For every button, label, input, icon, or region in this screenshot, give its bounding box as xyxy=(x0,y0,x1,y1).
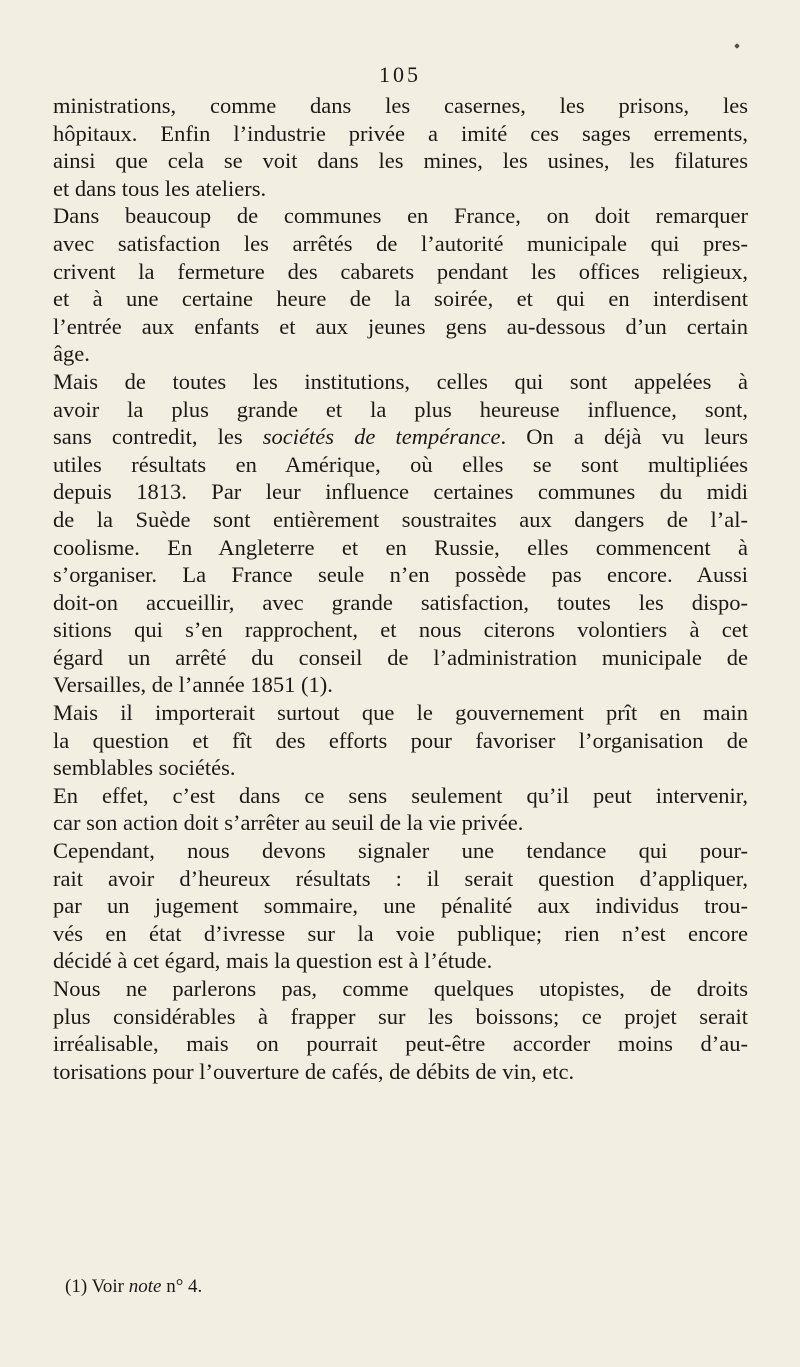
text-line: s’organiser. La France seule n’en possède pas encore. Aussi xyxy=(53,562,748,588)
footnote-italic: note xyxy=(128,1276,162,1297)
text-line: plus considérables à frapper sur les boissons; ce projet serait xyxy=(53,1003,748,1029)
text-line: la question et fît des efforts pour favoriser l’organisation de xyxy=(53,727,748,753)
text-line: Mais il importerait surtout que le gouvernement prît en main xyxy=(53,700,748,726)
text-line: l’entrée aux enfants et aux jeunes gens au-dessous d’un certain xyxy=(53,313,748,339)
text-line: sans contredit, les sociétés de tempérance. On a déjà vu leurs xyxy=(53,424,748,450)
text-line: semblables sociétés. xyxy=(53,755,236,781)
text-line: hôpitaux. Enfin l’industrie privée a imité ces sages errements, xyxy=(53,120,748,146)
italic-phrase: sociétés de tempérance xyxy=(262,424,501,450)
text-line: vés en état d’ivresse sur la voie publique; rien n’est encore xyxy=(53,920,748,946)
text-line: Dans beaucoup de communes en France, on doit remarquer xyxy=(53,203,748,229)
text-line: et à une certaine heure de la soirée, et qui en interdisent xyxy=(53,286,748,312)
text-line: car son action doit s’arrêter au seuil de la vie privée. xyxy=(53,810,524,836)
text-line: torisations pour l’ouverture de cafés, de débits de vin, etc. xyxy=(53,1058,575,1084)
text-line: Mais de toutes les institutions, celles qui sont appelées à xyxy=(53,368,748,394)
text-line: ainsi que cela se voit dans les mines, les usines, les filatures xyxy=(53,148,748,174)
text-line: avec satisfaction les arrêtés de l’autorité municipale qui pres- xyxy=(53,230,748,256)
text-line: avoir la plus grande et la plus heureuse influence, sont, xyxy=(53,396,748,422)
text-line: décidé à cet égard, mais la question est à l’étude. xyxy=(53,948,493,974)
text-line: rait avoir d’heureux résultats : il serait question d’appliquer, xyxy=(53,865,748,891)
text-line: égard un arrêté du conseil de l’administration municipale de xyxy=(53,644,748,670)
footnote-marker: (1) xyxy=(65,1276,88,1297)
body-text xyxy=(53,92,748,1085)
text-line: utiles résultats en Amérique, où elles se sont multipliées xyxy=(53,451,748,477)
page-number: 105 xyxy=(379,62,421,87)
text-line: et dans tous les ateliers. xyxy=(53,175,267,201)
footnote-text-after: n° 4. xyxy=(166,1276,203,1297)
text-line: crivent la fermeture des cabarets pendant les offices religieux, xyxy=(53,258,748,284)
text-line: par un jugement sommaire, une pénalité aux individus trou- xyxy=(53,893,748,919)
text-line: coolisme. En Angleterre et en Russie, elles commencent à xyxy=(53,534,748,560)
text-line: doit-on accueillir, avec grande satisfaction, toutes les dispo- xyxy=(53,589,748,615)
text-line: ministrations, comme dans les casernes, les prisons, les xyxy=(53,93,748,118)
text-line: sitions qui s’en rapprochent, et nous citerons volontiers à cet xyxy=(53,617,748,643)
text-line: En effet, c’est dans ce sens seulement qu’il peut intervenir, xyxy=(53,782,748,808)
text-line: depuis 1813. Par leur influence certaines communes du midi xyxy=(53,479,748,505)
footnote xyxy=(65,1275,202,1299)
text-line: Nous ne parlerons pas, comme quelques utopistes, de droits xyxy=(53,976,748,1001)
text-line: Cependant, nous devons signaler une tendance qui pour- xyxy=(53,838,748,864)
text-line: de la Suède sont entièrement soustraites aux dangers de l’al- xyxy=(53,506,748,532)
footnote-text-before: Voir xyxy=(91,1276,124,1297)
text-line: irréalisable, mais on pourrait peut-être accorder moins d’au- xyxy=(53,1031,748,1057)
paper-speck xyxy=(734,43,740,49)
text-line: âge. xyxy=(53,341,90,367)
text-line: Versailles, de l’année 1851 (1). xyxy=(53,672,333,698)
